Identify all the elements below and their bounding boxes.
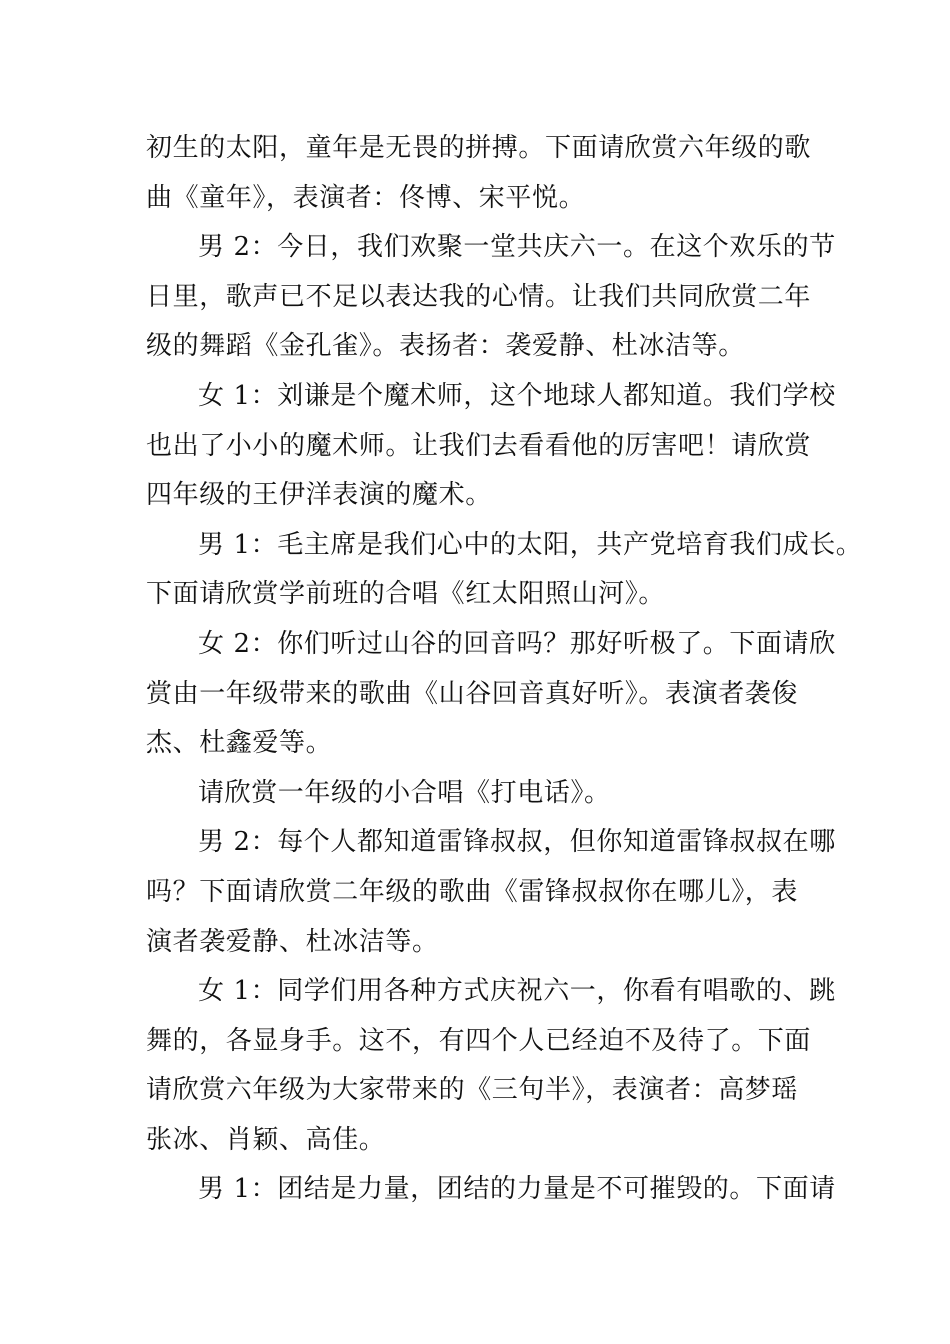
text-line: 曲《童年》，表演者：佟博、宋平悦。 [146,182,586,213]
text-line: 演者袭爱静、杜冰洁等。 [146,926,439,957]
text-line: 日里，歌声已不足以表达我的心情。让我们共同欣赏二年 [146,281,812,312]
text-line: 下面请欣赏学前班的合唱《红太阳照山河》。 [146,579,666,610]
text-line: 女 1：同学们用各种方式庆祝六一，你看有唱歌的、跳 [198,976,836,1007]
document-body [146,124,863,1215]
text-line: 男 2：今日，我们欢聚一堂共庆六一。在这个欢乐的节 [198,232,836,263]
text-line: 男 1：团结是力量，团结的力量是不可摧毁的。下面请 [198,1174,836,1205]
text-line: 也出了小小的魔术师。让我们去看看他的厉害吧！请欣赏 [146,430,812,461]
text-line: 初生的太阳，童年是无畏的拼搏。下面请欣赏六年级的歌 [146,133,812,163]
text-line: 级的舞蹈《金孔雀》。表扬者：袭爱静、杜冰洁等。 [146,331,745,362]
text-line: 赏由一年级带来的歌曲《山谷回音真好听》。表演者袭俊 [146,678,799,709]
text-line: 女 2：你们听过山谷的回音吗？那好听极了。下面请欣 [198,628,836,659]
text-line: 男 1：毛主席是我们心中的太阳，共产党培育我们成长。 [198,529,863,560]
text-line: 张冰、肖颖、高佳。 [146,1124,386,1155]
text-line: 女 1：刘谦是个魔术师，这个地球人都知道。我们学校 [198,380,836,411]
text-line: 舞的，各显身手。这不，有四个人已经迫不及待了。下面 [146,1025,812,1056]
text-line: 吗？下面请欣赏二年级的歌曲《雷锋叔叔你在哪儿》，表 [146,876,799,907]
text-line: 请欣赏六年级为大家带来的《三句半》，表演者：高梦瑶 [146,1075,799,1106]
text-line: 请欣赏一年级的小合唱《打电话》。 [198,777,611,808]
text-line: 杰、杜鑫爱等。 [146,728,333,759]
text-line: 男 2：每个人都知道雷锋叔叔，但你知道雷锋叔叔在哪 [198,827,836,858]
text-line: 四年级的王伊洋表演的魔术。 [146,480,492,511]
